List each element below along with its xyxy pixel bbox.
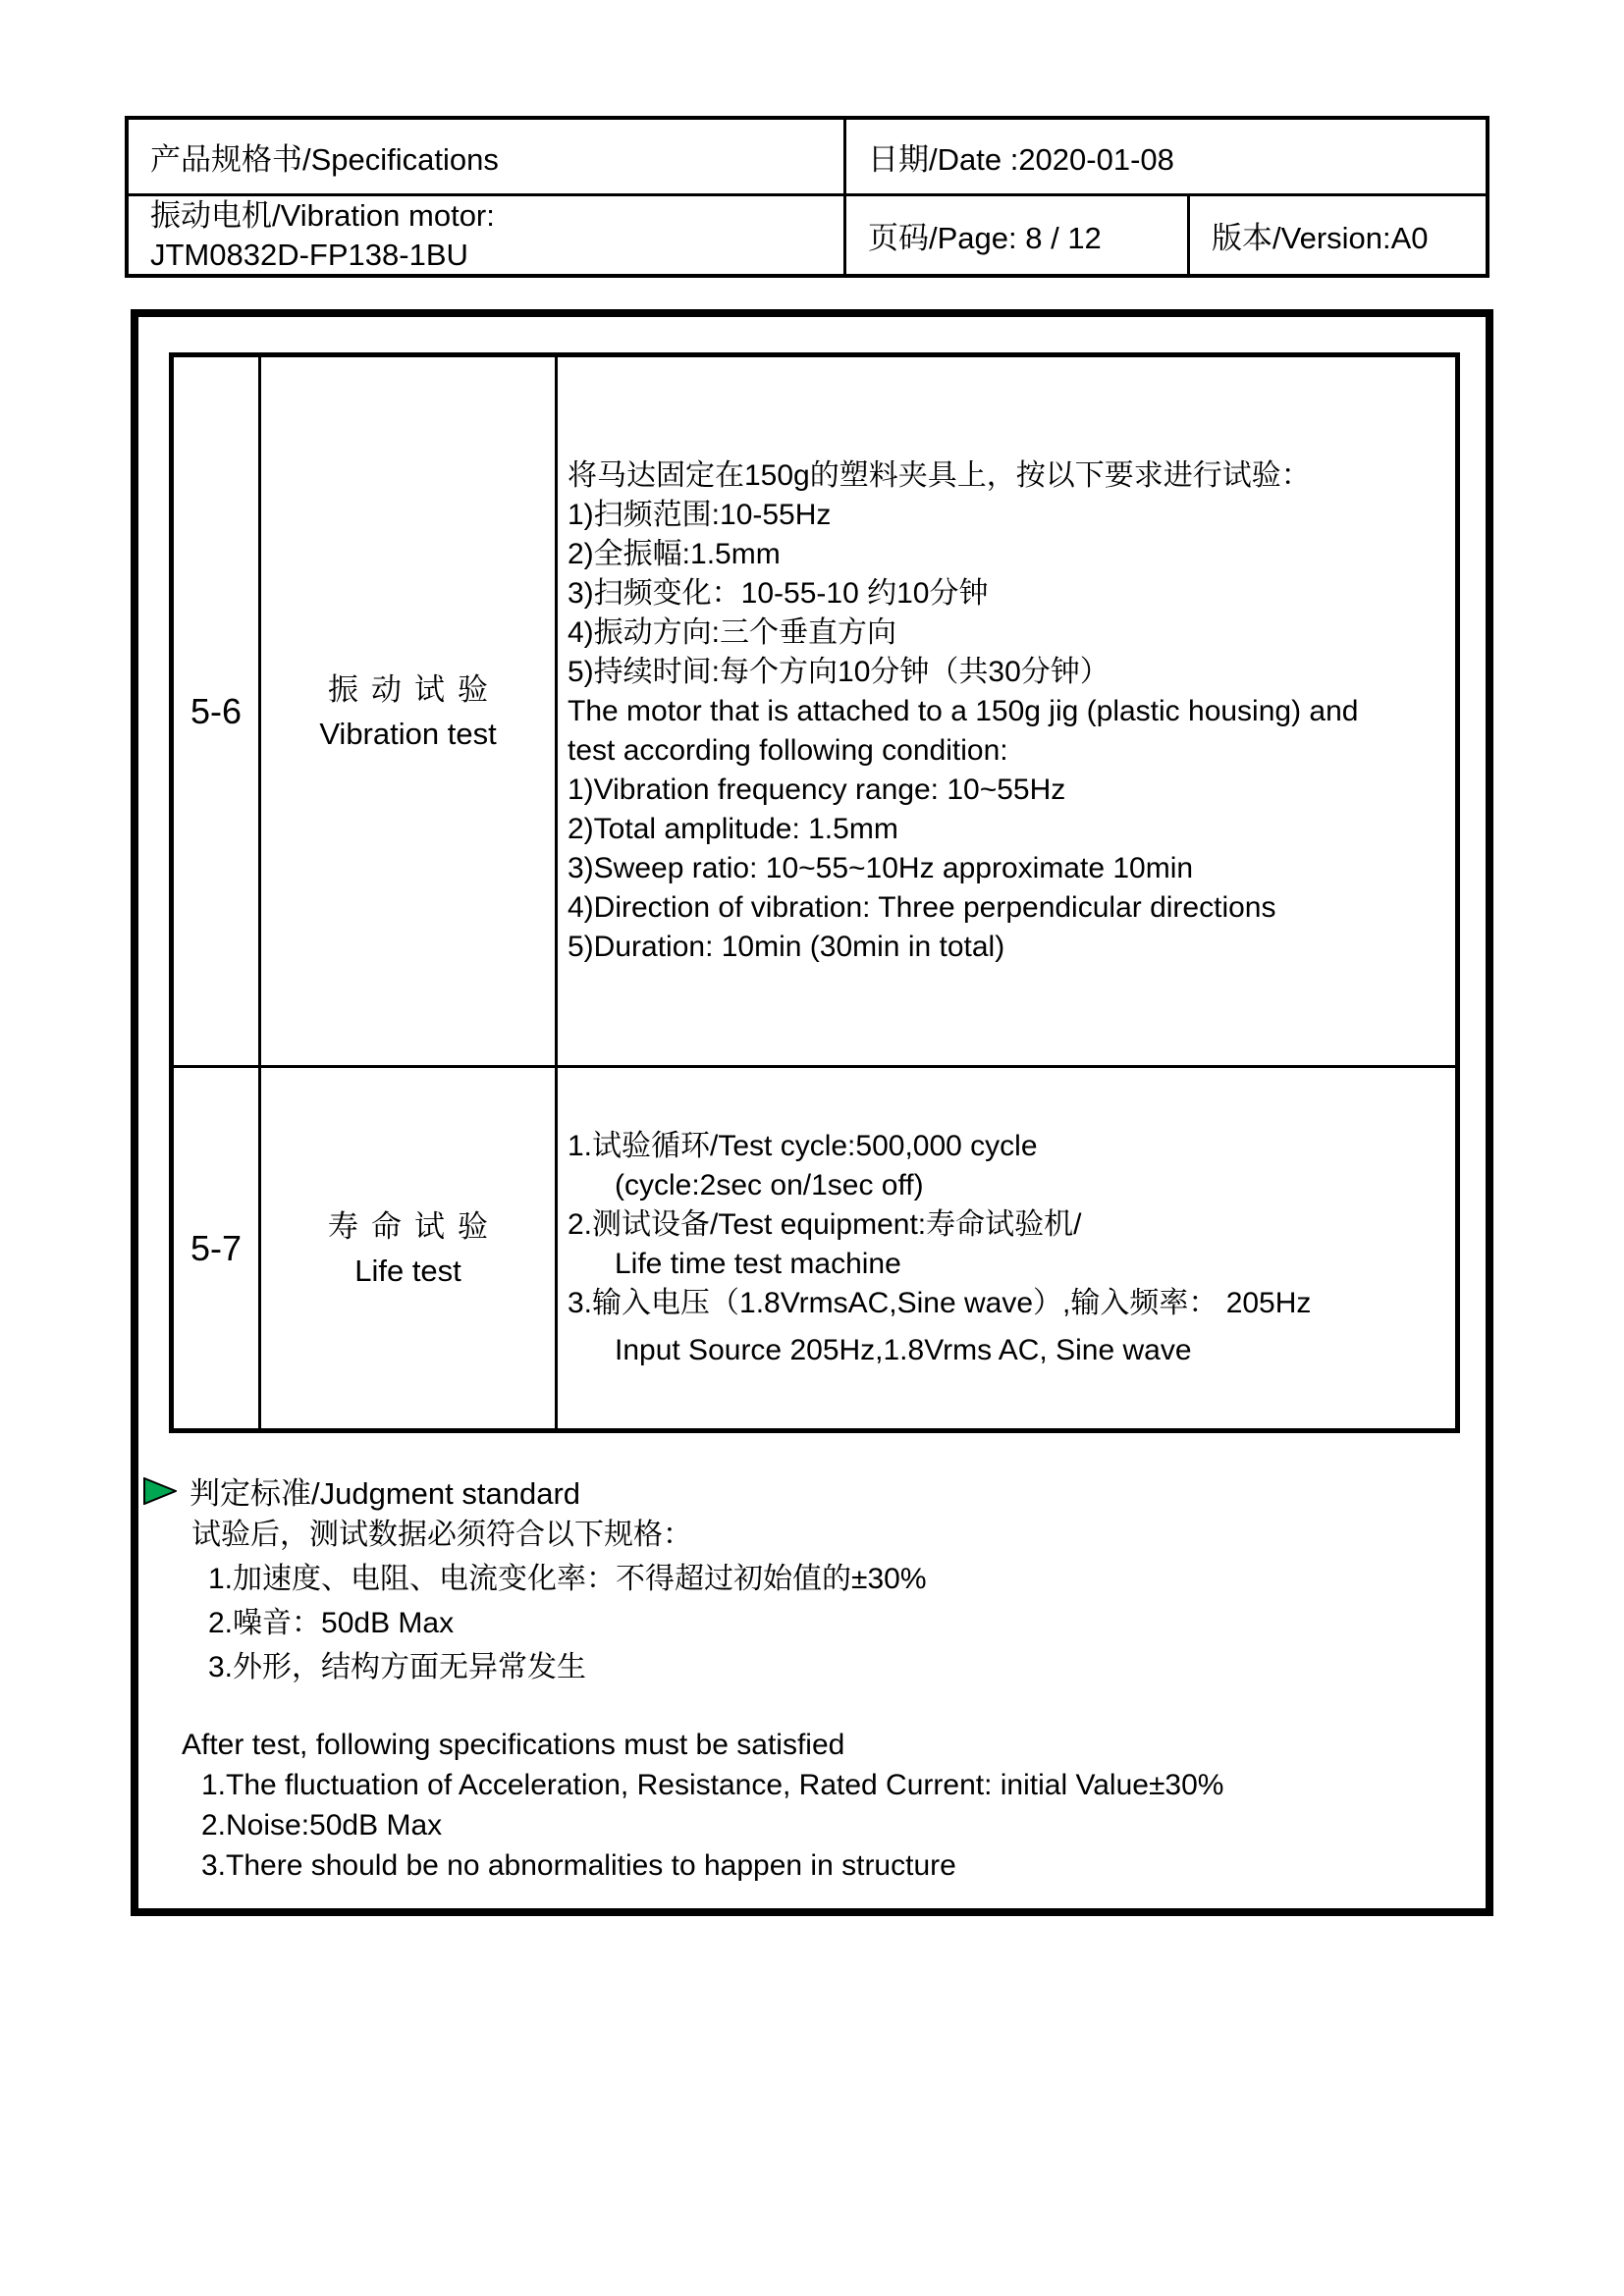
judgment-standard-section	[143, 1468, 1479, 1886]
judgment-zh-item: 3.外形，结构方面无异常发生	[208, 1651, 587, 1683]
condition-line: 4)Direction of vibration: Three perpendicular directions	[568, 890, 1276, 924]
condition-line: The motor that is attached to a 150g jig (plastic housing) and	[568, 694, 1359, 727]
condition-line: 3)Sweep ratio: 10~55~10Hz approximate 10min	[568, 851, 1194, 884]
test-spec-table	[169, 352, 1460, 1433]
condition-line: 将马达固定在150g的塑料夹具上，按以下要求进行试验：	[568, 458, 1311, 492]
condition-line: 5)持续时间:每个方向10分钟（共30分钟）	[568, 655, 1110, 688]
judgment-en-intro: After test, following specifications must be satisfied	[182, 1729, 845, 1761]
product-model: JTM0832D-FP138-1BU	[150, 237, 468, 272]
condition-line: 3)扫频变化：10-55-10 约10分钟	[568, 576, 989, 610]
date-cell	[843, 120, 1486, 193]
test-name-zh: 寿命试验	[328, 1208, 501, 1244]
test-name-en: Life test	[354, 1253, 461, 1288]
row-number: 5-6	[189, 690, 243, 731]
judgment-title-row	[143, 1468, 1479, 1513]
judgment-zh-item: 2.噪音：50dB Max	[208, 1607, 455, 1639]
condition-line: 4)振动方向:三个垂直方向	[568, 615, 897, 649]
header-table	[125, 116, 1489, 278]
judgment-title: 判定标准/Judgment standard	[189, 1476, 581, 1511]
row-number: 5-7	[189, 1227, 243, 1268]
page-number: 页码/Page: 8 / 12	[868, 221, 1102, 256]
test-condition-cell	[555, 357, 1455, 1065]
judgment-zh-intro: 试验后，测试数据必须符合以下规格：	[191, 1519, 692, 1551]
condition-line: 2)全振幅:1.5mm	[568, 537, 781, 570]
row-number-cell	[174, 357, 258, 1065]
product-label: 振动电机/Vibration motor:	[150, 197, 495, 233]
version-value: 版本/Version:A0	[1212, 221, 1429, 256]
version-cell	[1187, 196, 1486, 274]
judgment-en-block	[143, 1725, 1479, 1886]
test-name-en: Vibration test	[319, 716, 497, 751]
date-value: 日期/Date :2020-01-08	[868, 142, 1174, 178]
condition-line: 1.试验循环/Test cycle:500,000 cycle	[568, 1129, 1038, 1162]
condition-line: Input Source 205Hz,1.8Vrms AC, Sine wave	[615, 1333, 1192, 1366]
condition-line: test according following condition:	[568, 733, 1008, 767]
spec-title-cell	[129, 120, 843, 193]
page-number-cell	[843, 196, 1187, 274]
header-row-2	[129, 193, 1486, 274]
test-name-cell	[258, 1065, 555, 1428]
condition-line: 1)Vibration frequency range: 10~55Hz	[568, 773, 1066, 806]
judgment-en-item: 2.Noise:50dB Max	[201, 1809, 443, 1842]
spec-title: 产品规格书/Specifications	[150, 142, 499, 178]
condition-line: (cycle:2sec on/1sec off)	[615, 1168, 924, 1201]
test-condition-cell	[555, 1065, 1455, 1428]
test-name-cell	[258, 357, 555, 1065]
product-cell	[129, 196, 843, 274]
test-name-zh: 振动试验	[328, 671, 501, 707]
condition-line: 2)Total amplitude: 1.5mm	[568, 812, 898, 845]
row-number-cell	[174, 1065, 258, 1428]
judgment-en-item: 3.There should be no abnormalities to happen in structure	[201, 1849, 956, 1882]
judgment-en-item: 1.The fluctuation of Acceleration, Resistance, Rated Current: initial Value±30%	[201, 1769, 1224, 1801]
condition-line: Life time test machine	[615, 1247, 901, 1280]
green-arrow-icon	[143, 1477, 177, 1505]
condition-line: 2.测试设备/Test equipment:寿命试验机/	[568, 1207, 1082, 1241]
header-row-1	[129, 120, 1486, 193]
condition-line: 1)扫频范围:10-55Hz	[568, 498, 832, 531]
condition-line: 3.输入电压（1.8VrmsAC,Sine wave）,输入频率： 205Hz	[568, 1286, 1312, 1319]
judgment-zh-item: 1.加速度、电阻、电流变化率：不得超过初始值的±30%	[208, 1563, 927, 1595]
condition-line: 5)Duration: 10min (30min in total)	[568, 930, 1005, 963]
